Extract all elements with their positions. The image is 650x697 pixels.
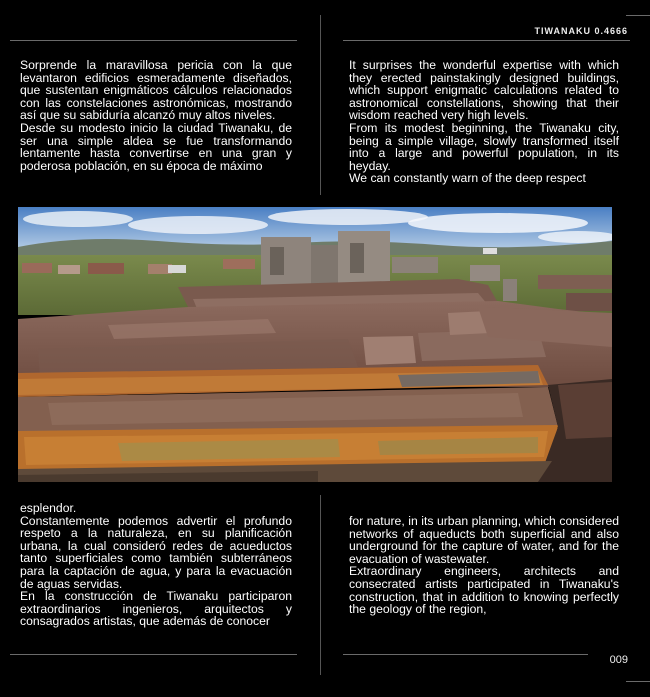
gutter-rule-bottom — [320, 495, 321, 675]
paragraph: From its modest beginning, the Tiwanaku city, being a simple village, slowly transformed itself into a large and powerful population, in its heyday. — [349, 120, 619, 173]
page-number: 009 — [609, 654, 628, 666]
paragraph: Desde su modesto inicio la ciudad Tiwanaku, de ser una simple aldea se fue transformando lentamente hasta convertirse en una gran y poderosa población, en su época de máximo — [20, 120, 292, 173]
text-column-top-right — [349, 59, 619, 185]
top-rule-edge — [626, 15, 650, 16]
text-column-bottom-left — [20, 502, 292, 628]
paragraph: We can constantly warn of the deep respect — [349, 171, 586, 186]
paragraph: Constantemente podemos advertir el profundo respeto a la naturaleza, en su planificación urbana, la cual consideró redes de acueductos tanto superficiales como también subterráneos para la captación de agua, y para la evacuación de aguas servidas. — [20, 513, 292, 591]
top-rule-left — [10, 40, 297, 41]
paragraph: for nature, in its urban planning, which considered networks of aqueducts both superficial and also underground for the capture of water, and for the evacuation of wastewater. — [349, 514, 619, 566]
bottom-rule-right — [343, 654, 588, 655]
text-column-bottom-right — [349, 515, 619, 616]
bottom-rule-left — [10, 654, 297, 655]
stone-platform-ruins-photo — [18, 207, 612, 482]
running-header: TIWANAKU 0.4666 — [534, 26, 628, 36]
paragraph: En la construcción de Tiwanaku participaron extraordinarios ingenieros, arquitectos y consagrados artistas, que además de conocer — [20, 589, 292, 629]
gutter-rule-top — [320, 15, 321, 195]
paragraph: Extraordinary engineers, architects and consecrated artists participated in Tiwanaku's construction, that in addition to knowing perfectly the geology of the region, — [349, 564, 619, 617]
paragraph: Sorprende la maravillosa pericia con la que levantaron edificios esmeradamente diseñados, que sustentan enigmáticos cálculos relacionados con las constelaciones astronómicas, mostrando así que su sabiduría alcanzó muy altos niveles. — [20, 58, 292, 123]
top-rule-right — [343, 40, 630, 41]
text-column-top-left — [20, 59, 292, 172]
paragraph: esplendor. — [20, 501, 77, 515]
paragraph: It surprises the wonderful expertise with which they erected painstakingly designed buildings, which support enigmatic calculations related to astronomical constellations, showing that their wisdom reached very high levels. — [349, 58, 619, 123]
photo-illustration — [18, 207, 612, 482]
bottom-rule-edge — [626, 681, 650, 682]
